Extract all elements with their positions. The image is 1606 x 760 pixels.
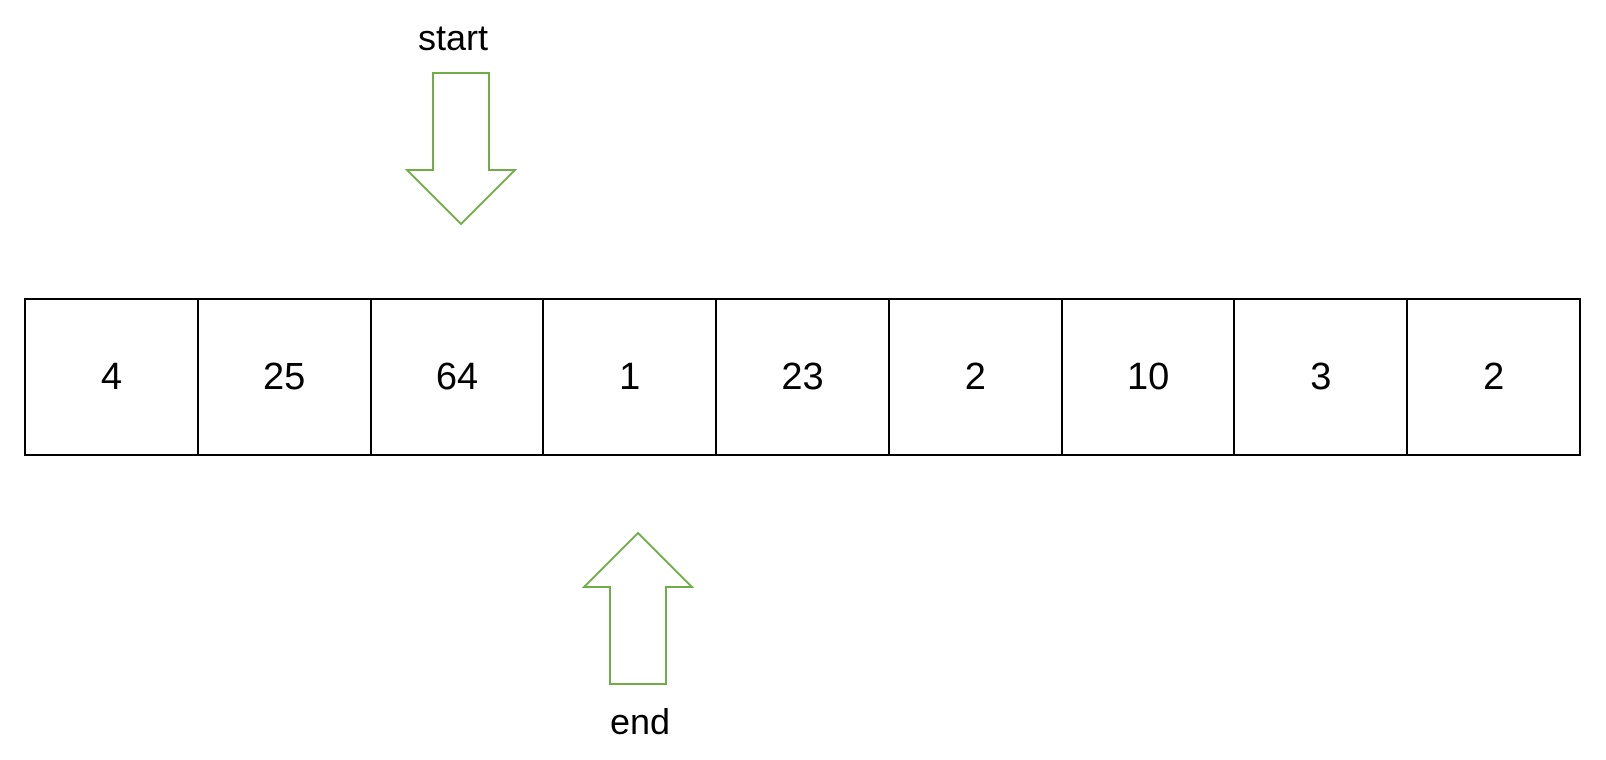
array-cell: 1 xyxy=(544,300,717,454)
array-cell: 2 xyxy=(1483,355,1505,398)
array-cell: 23 xyxy=(717,300,890,454)
start-down-arrow-icon xyxy=(405,70,517,230)
end-pointer-label: end xyxy=(609,701,671,742)
array-cell: 10 xyxy=(1063,300,1236,454)
array-cell: 2 xyxy=(890,300,1063,454)
array-cell: 4 xyxy=(26,300,199,454)
array-cell: 64 xyxy=(372,300,545,454)
array-row xyxy=(24,298,1581,456)
end-up-arrow-icon xyxy=(582,530,694,690)
array-cell: 25 xyxy=(199,300,372,454)
start-pointer-label: start xyxy=(417,17,488,58)
array-cell: 3 xyxy=(1235,300,1408,454)
